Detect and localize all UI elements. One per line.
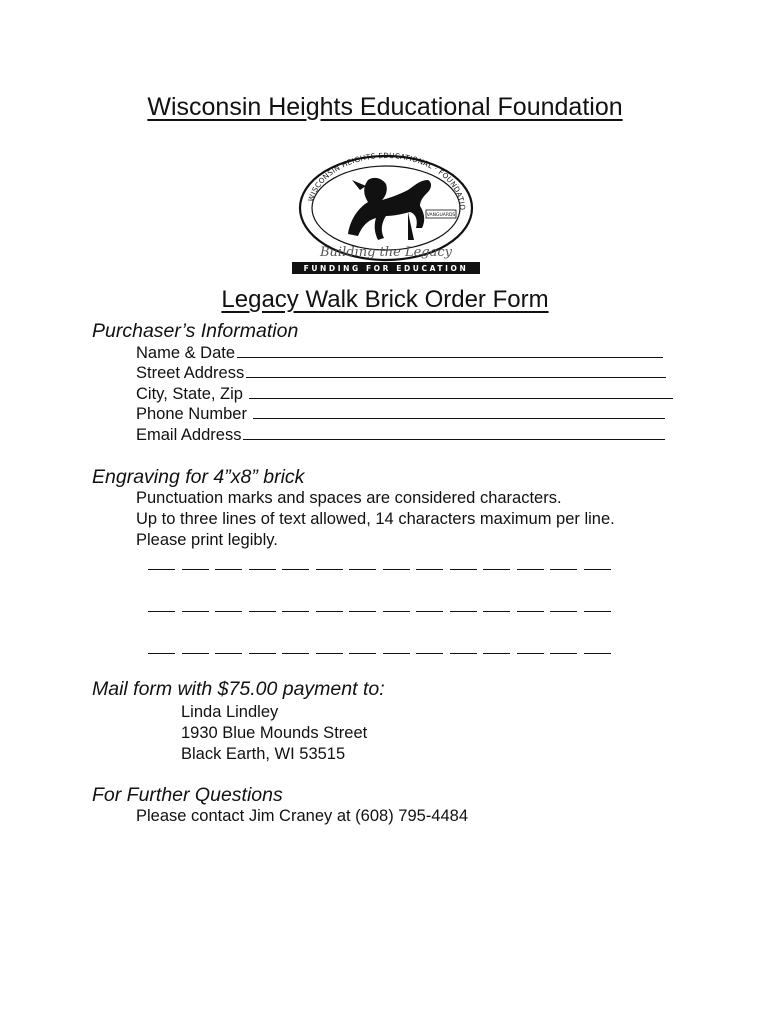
phone-number-field[interactable]: Phone Number — [136, 405, 665, 424]
engraving-line-3[interactable] — [148, 640, 617, 659]
engraving-line-2[interactable] — [148, 598, 617, 617]
character-blank[interactable] — [450, 605, 477, 612]
engraving-instruction: Up to three lines of text allowed, 14 characters maximum per line. — [136, 510, 615, 528]
character-blank[interactable] — [416, 605, 443, 612]
character-blank[interactable] — [282, 563, 309, 570]
character-blank[interactable] — [349, 563, 376, 570]
mail-address-line: Linda Lindley — [181, 703, 279, 721]
character-blank[interactable] — [148, 647, 175, 654]
character-blank[interactable] — [416, 647, 443, 654]
svg-text:WISCONSIN HEIGHTS EDUCATIONAL: WISCONSIN HEIGHTS EDUCATIONAL · FOUNDATIO — [306, 150, 468, 211]
email-address-field[interactable]: Email Address — [136, 426, 665, 445]
mail-heading: Mail form with $75.00 payment to: — [92, 678, 385, 700]
character-blank[interactable] — [584, 605, 611, 612]
engraving-instruction: Please print legibly. — [136, 531, 278, 549]
character-blank[interactable] — [215, 605, 242, 612]
character-blank[interactable] — [550, 605, 577, 612]
character-blank[interactable] — [550, 563, 577, 570]
character-blank[interactable] — [483, 605, 510, 612]
foundation-logo — [290, 150, 482, 278]
fill-in-rule[interactable] — [253, 405, 665, 419]
fill-in-rule[interactable] — [246, 364, 666, 378]
character-blank[interactable] — [483, 563, 510, 570]
purchaser-heading: Purchaser’s Information — [92, 320, 299, 342]
character-blank[interactable] — [215, 563, 242, 570]
character-blank[interactable] — [282, 605, 309, 612]
character-blank[interactable] — [148, 563, 175, 570]
svg-text:VANGUARDS: VANGUARDS — [426, 213, 456, 218]
character-blank[interactable] — [517, 605, 544, 612]
character-blank[interactable] — [249, 647, 276, 654]
character-blank[interactable] — [249, 605, 276, 612]
questions-heading: For Further Questions — [92, 784, 283, 806]
engraving-line-1[interactable] — [148, 556, 617, 575]
city-state-zip-field[interactable]: City, State, Zip — [136, 385, 673, 404]
character-blank[interactable] — [517, 563, 544, 570]
character-blank[interactable] — [215, 647, 242, 654]
fill-in-rule[interactable] — [249, 385, 673, 399]
character-blank[interactable] — [584, 563, 611, 570]
character-blank[interactable] — [450, 647, 477, 654]
character-blank[interactable] — [316, 563, 343, 570]
fill-in-rule[interactable] — [237, 344, 663, 358]
character-blank[interactable] — [316, 647, 343, 654]
form-title: Legacy Walk Brick Order Form — [221, 286, 549, 313]
character-blank[interactable] — [148, 605, 175, 612]
character-blank[interactable] — [182, 563, 209, 570]
character-blank[interactable] — [383, 563, 410, 570]
mail-address-line: 1930 Blue Mounds Street — [181, 724, 368, 742]
character-blank[interactable] — [349, 647, 376, 654]
logo-script-text: Building the Legacy — [320, 245, 452, 260]
character-blank[interactable] — [550, 647, 577, 654]
logo-banner-text: FUNDING FOR EDUCATION — [303, 264, 469, 273]
character-blank[interactable] — [182, 647, 209, 654]
character-blank[interactable] — [349, 605, 376, 612]
engraving-heading: Engraving for 4”x8” brick — [92, 466, 305, 488]
engraving-instruction: Punctuation marks and spaces are considered characters. — [136, 489, 562, 507]
page-title: Wisconsin Heights Educational Foundation — [147, 93, 623, 121]
character-blank[interactable] — [383, 605, 410, 612]
character-blank[interactable] — [316, 605, 343, 612]
name-date-field[interactable]: Name & Date — [136, 344, 663, 363]
character-blank[interactable] — [517, 647, 544, 654]
character-blank[interactable] — [450, 563, 477, 570]
character-blank[interactable] — [249, 563, 276, 570]
character-blank[interactable] — [416, 563, 443, 570]
contact-text: Please contact Jim Craney at (608) 795-4484 — [136, 807, 469, 825]
character-blank[interactable] — [383, 647, 410, 654]
character-blank[interactable] — [584, 647, 611, 654]
street-address-field[interactable]: Street Address — [136, 364, 666, 383]
mail-address-line: Black Earth, WI 53515 — [181, 745, 346, 763]
character-blank[interactable] — [182, 605, 209, 612]
character-blank[interactable] — [282, 647, 309, 654]
character-blank[interactable] — [483, 647, 510, 654]
fill-in-rule[interactable] — [243, 426, 665, 440]
